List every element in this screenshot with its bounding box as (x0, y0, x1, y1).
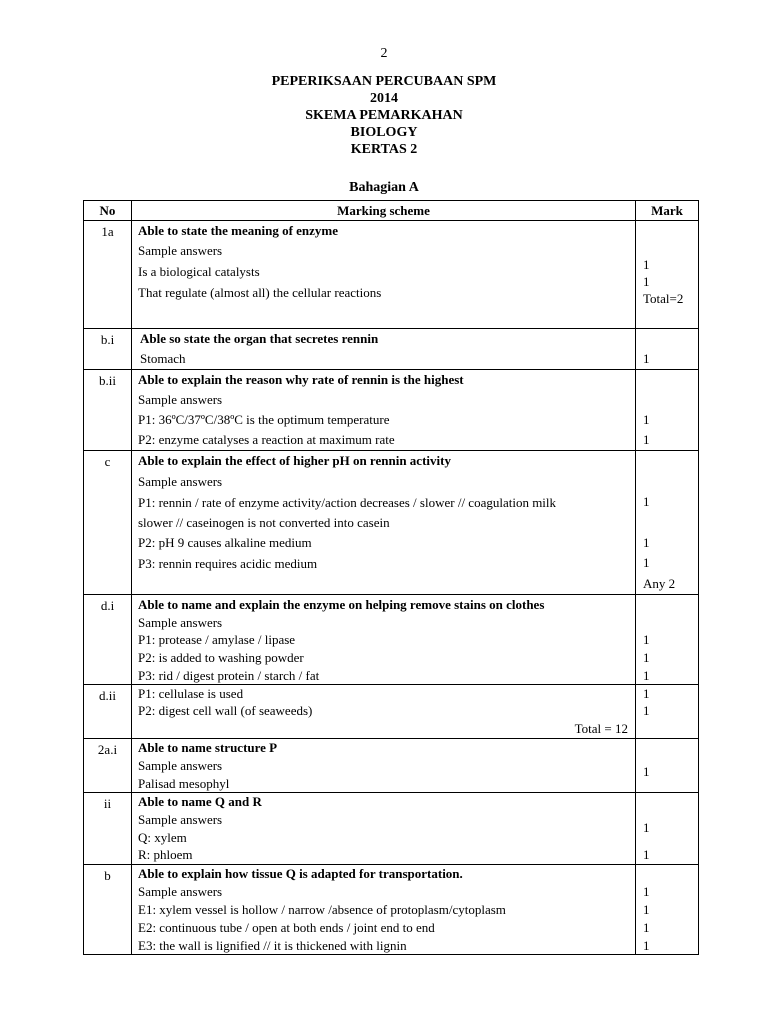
mark-value: 1 (643, 432, 650, 447)
scheme-title: Able to explain how tissue Q is adapted for transportation. (138, 866, 463, 881)
mark-cell (636, 221, 699, 329)
scheme-line: Q: xylem (138, 830, 187, 845)
page-number: 2 (380, 46, 388, 61)
scheme-line: Is a biological catalysts (138, 264, 260, 279)
scheme-line: P1: protease / amylase / lipase (138, 632, 296, 647)
scheme-line: Sample answers (138, 615, 223, 630)
scheme-line: That regulate (almost all) the cellular reactions (138, 285, 382, 300)
question-number: 1a (84, 221, 132, 329)
scheme-line: Sample answers (138, 243, 223, 258)
scheme-line: Palisad mesophyl (138, 776, 230, 791)
scheme-line: Sample answers (138, 812, 223, 827)
scheme-line: Sample answers (138, 884, 223, 899)
table-row (84, 739, 699, 793)
mark-value: 1 (643, 820, 650, 835)
table-header-row (84, 201, 699, 221)
scheme-title: Able to name Q and R (138, 794, 262, 809)
question-number: 2a.i (84, 739, 132, 793)
scheme-line: P2: digest cell wall (of seaweeds) (138, 703, 313, 718)
scheme-line: P2: pH 9 causes alkaline medium (138, 535, 312, 550)
mark-cell (636, 865, 699, 955)
scheme-cell (132, 329, 636, 370)
scheme-line: Sample answers (138, 392, 223, 407)
table-row (84, 865, 699, 955)
mark-value: 1 (643, 632, 650, 647)
mark-cell (636, 793, 699, 865)
scheme-title: Able to explain the reason why rate of rennin is the highest (138, 372, 464, 387)
scheme-cell (132, 221, 636, 329)
mark-value: 1 (643, 555, 650, 570)
mark-value: 1 (643, 902, 650, 917)
mark-value: 1 (643, 686, 650, 701)
marking-scheme-table (83, 200, 699, 955)
mark-value: 1 (643, 920, 650, 935)
mark-value: 1 (643, 535, 650, 550)
question-number: d.i (84, 595, 132, 685)
question-number: d.ii (84, 685, 132, 739)
scheme-line: P3: rid / digest protein / starch / fat (138, 668, 320, 683)
mark-cell (636, 370, 699, 451)
mark-value: 1 (643, 847, 650, 862)
section-total: Total = 12 (574, 721, 628, 736)
mark-value: 1 (643, 668, 650, 683)
table-row (84, 370, 699, 451)
mark-value: 1 (643, 412, 650, 427)
section-title: Bahagian A (349, 180, 419, 195)
scheme-line: P2: is added to washing powder (138, 650, 304, 665)
mark-value: 1 (643, 494, 650, 509)
mark-note: Any 2 (643, 576, 676, 591)
scheme-line: P2: enzyme catalyses a reaction at maximum rate (138, 432, 395, 447)
scheme-line: Sample answers (138, 474, 223, 489)
scheme-title: Able to state the meaning of enzyme (138, 223, 339, 238)
mark-value: 1 (643, 884, 650, 899)
question-number: b.ii (84, 370, 132, 451)
mark-cell (636, 595, 699, 685)
question-number: c (84, 451, 132, 595)
mark-value: 1 (643, 351, 650, 366)
scheme-cell (132, 370, 636, 451)
table-row (84, 451, 699, 595)
exam-title: PEPERIKSAAN PERCUBAAN SPM (271, 74, 497, 89)
scheme-line: P1: cellulase is used (138, 686, 244, 701)
scheme-line: Stomach (140, 351, 186, 366)
scheme-cell (132, 595, 636, 685)
question-number: b.i (84, 329, 132, 370)
table-row (84, 685, 699, 739)
exam-year: 2014 (370, 91, 398, 106)
header-mark: Mark (636, 201, 699, 221)
document-header (0, 73, 768, 158)
scheme-title: SKEMA PEMARKAHAN (305, 108, 463, 123)
scheme-line: slower // caseinogen is not converted into casein (138, 515, 390, 530)
mark-cell (636, 685, 699, 739)
scheme-cell (132, 685, 636, 739)
mark-value: 1 (643, 938, 650, 953)
scheme-line: E3: the wall is lignified // it is thickened with lignin (138, 938, 407, 953)
scheme-title: Able so state the organ that secretes rennin (140, 331, 379, 346)
mark-value: 1 (643, 650, 650, 665)
scheme-line: R: phloem (138, 847, 193, 862)
header-marking-scheme: Marking scheme (132, 201, 636, 221)
scheme-cell (132, 739, 636, 793)
scheme-cell (132, 451, 636, 595)
mark-value: 1 (643, 703, 650, 718)
scheme-line: P1: rennin / rate of enzyme activity/action decreases / slower // coagulation milk (138, 495, 557, 510)
paper-title: KERTAS 2 (350, 142, 418, 157)
mark-cell (636, 451, 699, 595)
table-row (84, 221, 699, 329)
header-no: No (84, 201, 132, 221)
table-row (84, 329, 699, 370)
mark-cell (636, 739, 699, 793)
scheme-cell (132, 793, 636, 865)
scheme-line: E1: xylem vessel is hollow / narrow /absence of protoplasm/cytoplasm (138, 902, 506, 917)
scheme-title: Able to explain the effect of higher pH on rennin activity (138, 453, 451, 468)
table-row (84, 595, 699, 685)
scheme-cell (132, 865, 636, 955)
table-row (84, 793, 699, 865)
question-number: b (84, 865, 132, 955)
mark-total: Total=2 (643, 291, 684, 306)
mark-cell (636, 329, 699, 370)
scheme-line: E2: continuous tube / open at both ends / joint end to end (138, 920, 435, 935)
mark-value: 1 (643, 257, 650, 272)
scheme-line: P3: rennin requires acidic medium (138, 556, 318, 571)
scheme-title: Able to name and explain the enzyme on helping remove stains on clothes (138, 597, 545, 612)
scheme-line: Sample answers (138, 758, 223, 773)
question-number: ii (84, 793, 132, 865)
mark-value: 1 (643, 274, 650, 289)
scheme-title: Able to name structure P (138, 740, 278, 755)
scheme-line: P1: 36ºC/37ºC/38ºC is the optimum temperature (138, 412, 390, 427)
subject-title: BIOLOGY (350, 125, 418, 140)
mark-value: 1 (643, 764, 650, 779)
